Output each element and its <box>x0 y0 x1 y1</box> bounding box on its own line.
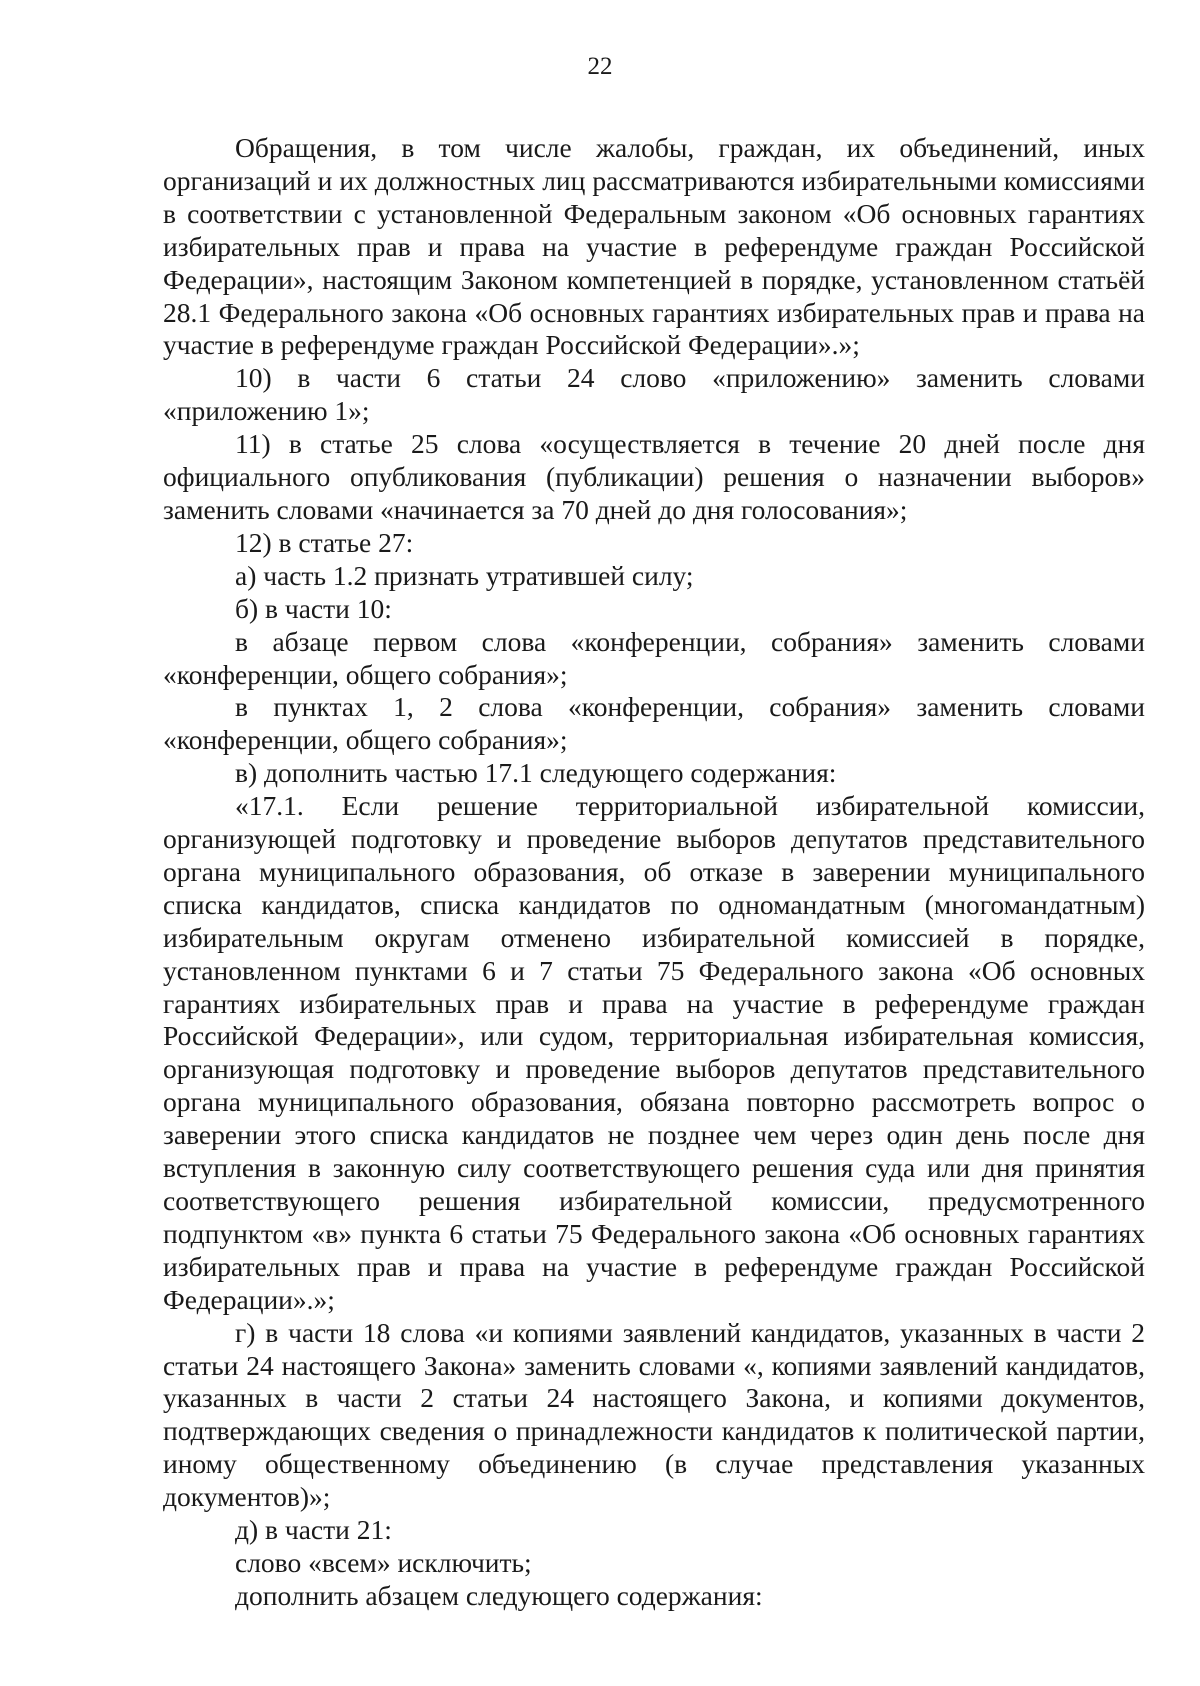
paragraph: б) в части 10: <box>235 592 392 624</box>
paragraph: г) в части 18 слова «и копиями заявлений кандидатов, указанных в части 2 статьи 24 настоящего Закона» заменить словами «, копиями заявлений кандидатов, указанных в части 2 статьи 24 настоящего Закона, и копиями документов, подтверждающих сведения о принадлежности кандидатов к политической партии, иному общественному объединению (в случае представления указанных документов)»; <box>163 1316 1145 1513</box>
paragraph: в) дополнить частью 17.1 следующего содержания: <box>235 757 837 789</box>
paragraph: дополнить абзацем следующего содержания: <box>235 1579 763 1611</box>
document-body <box>163 132 1145 1613</box>
paragraph: д) в части 21: <box>235 1514 392 1546</box>
paragraph: 12) в статье 27: <box>235 526 414 558</box>
paragraph: слово «всем» исключить; <box>235 1546 532 1578</box>
paragraph: Обращения, в том числе жалобы, граждан, их объединений, иных организаций и их должностных лиц рассматриваются избирательными комиссиями в соответствии с установленной Федеральным законом «Об основных гарантиях избирательных прав и права на участие в референдуме граждан Российской Федерации», настоящим Законом компетенцией в порядке, установленном статьёй 28.1 Федерального закона «Об основных гарантиях избирательных прав и права на участие в референдуме граждан Российской Федерации».»; <box>163 132 1145 361</box>
paragraph: 11) в статье 25 слова «осуществляется в течение 20 дней после дня официального опубликования (публикации) решения о назначении выборов» заменить словами «начинается за 70 дней до дня голосования»; <box>163 428 1145 525</box>
paragraph: «17.1. Если решение территориальной избирательной комиссии, организующей подготовку и проведение выборов депутатов представительного органа муниципального образования, об отказе в заверении муниципального списка кандидатов, списка кандидатов по одномандатным (многомандатным) избирательным округам отменено избирательной комиссией в порядке, установленном пунктами 6 и 7 статьи 75 Федерального закона «Об основных гарантиях избирательных прав и права на участие в референдуме граждан Российской Федерации», или судом, территориальная избирательная комиссия, организующая подготовку и проведение выборов депутатов представительного органа муниципального образования, обязана повторно рассмотреть вопрос о заверении этого списка кандидатов не позднее чем через один день после дня вступления в законную силу соответствующего решения суда или дня принятия соответствующего решения избирательной комиссии, предусмотренного подпунктом «в» пункта 6 статьи 75 Федерального закона «Об основных гарантиях избирательных прав и права на участие в референдуме граждан Российской Федерации».»; <box>163 790 1145 1315</box>
paragraph: в абзаце первом слова «конференции, собрания» заменить словами «конференции, общего собрания»; <box>163 625 1145 690</box>
paragraph: 10) в части 6 статьи 24 слово «приложению» заменить словами «приложению 1»; <box>163 362 1145 427</box>
paragraph: а) часть 1.2 признать утратившей силу; <box>235 559 694 591</box>
page-number: 22 <box>587 53 613 80</box>
paragraph: в пунктах 1, 2 слова «конференции, собрания» заменить словами «конференции, общего собрания»; <box>163 691 1145 756</box>
